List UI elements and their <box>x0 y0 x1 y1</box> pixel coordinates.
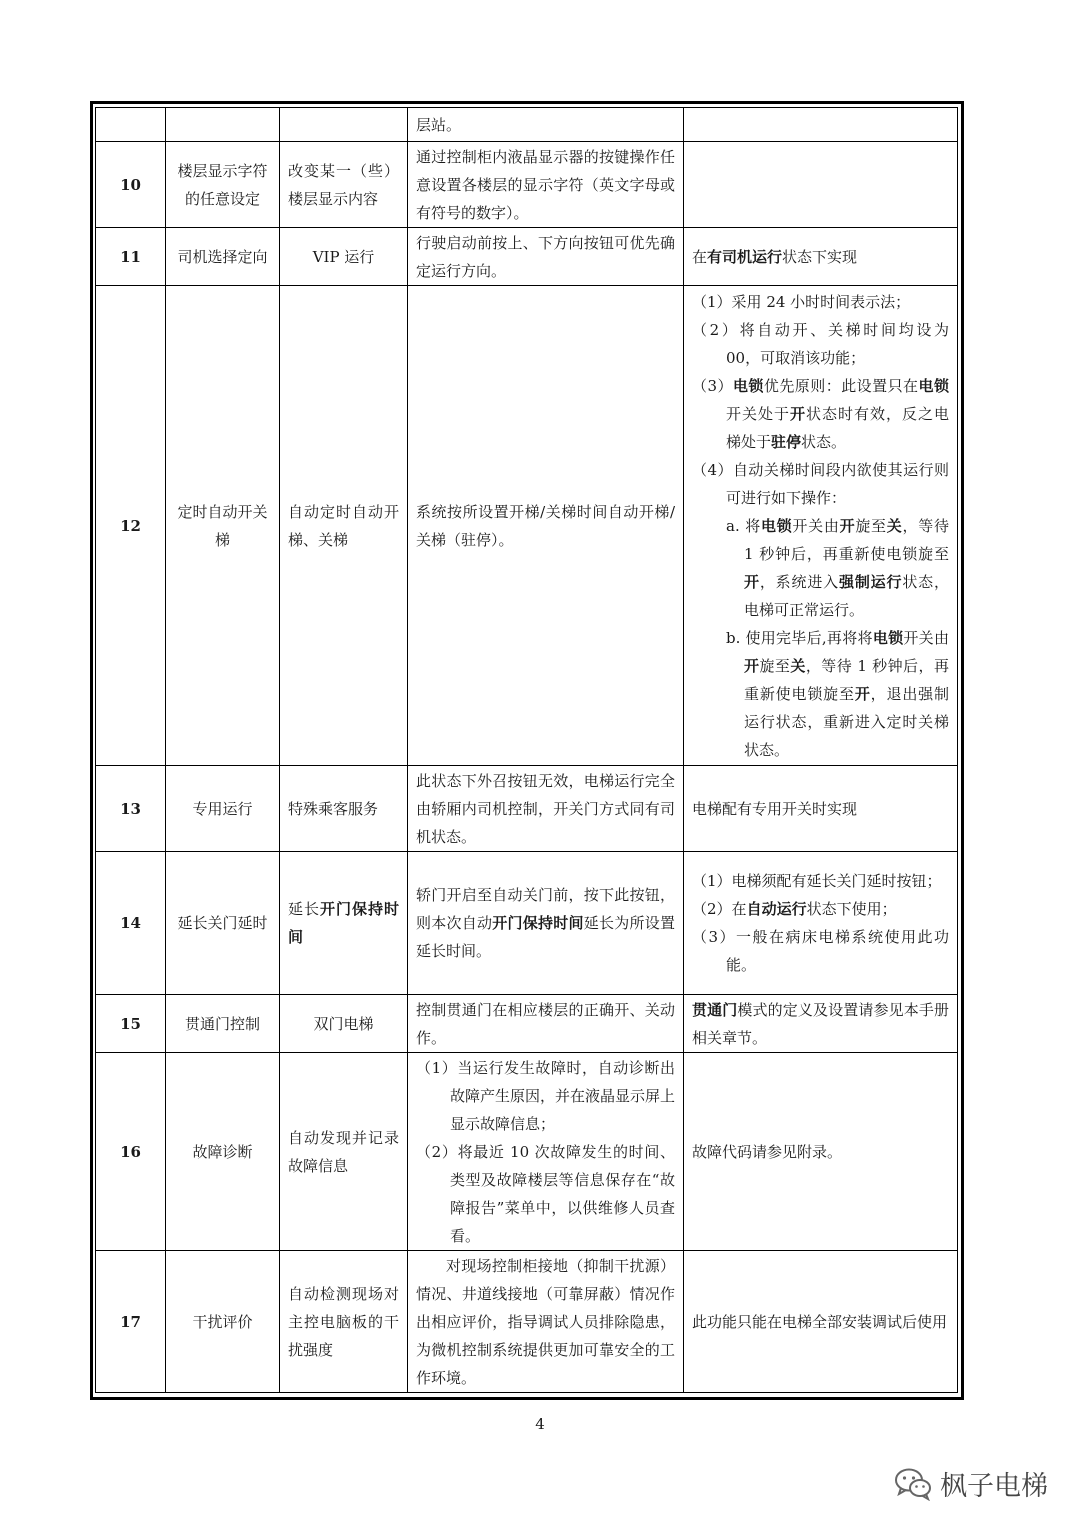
note-list <box>692 288 949 764</box>
feature-name: 楼层显示字符的任意设定 <box>166 142 280 228</box>
note: 在有司机运行状态下实现 <box>684 228 958 286</box>
description: 层站。 <box>408 108 684 142</box>
list-item: （2）将最近 10 次故障发生的时间、类型及故障楼层等信息保存在“故障报告”菜单中，以供维修人员查看。 <box>416 1142 676 1245</box>
list-item: （1）采用 24 小时时间表示法； <box>692 292 911 311</box>
table-row <box>96 1251 958 1393</box>
note-list <box>692 867 949 979</box>
row-number: 15 <box>96 995 166 1053</box>
feature-name: 贯通门控制 <box>166 995 280 1053</box>
category <box>280 108 408 142</box>
watermark-text: 枫子电梯 <box>940 1471 1048 1502</box>
list-item: （1）当运行发生故障时，自动诊断出故障产生原因，并在液晶显示屏上显示故障信息； <box>416 1058 676 1133</box>
note: 故障代码请参见附录。 <box>684 1053 958 1251</box>
category: 改变某一（些）楼层显示内容 <box>280 142 408 228</box>
note <box>684 852 958 995</box>
note: 此功能只能在电梯全部安装调试后使用 <box>684 1251 958 1393</box>
row-number: 16 <box>96 1053 166 1251</box>
note: 电梯配有专用开关时实现 <box>684 766 958 852</box>
table-row <box>96 995 958 1053</box>
category: 延长开门保持时间 <box>280 852 408 995</box>
row-number: 10 <box>96 142 166 228</box>
description: 控制贯通门在相应楼层的正确开、关动作。 <box>408 995 684 1053</box>
category: 自动检测现场对主控电脑板的干扰强度 <box>280 1251 408 1393</box>
watermark <box>894 1464 1048 1503</box>
wechat-icon <box>894 1467 932 1501</box>
description: 此状态下外召按钮无效，电梯运行完全由轿厢内司机控制，开关门方式同有司机状态。 <box>408 766 684 852</box>
table-row <box>96 108 958 142</box>
row-number: 17 <box>96 1251 166 1393</box>
feature-name: 专用运行 <box>166 766 280 852</box>
table-row <box>96 1053 958 1251</box>
category: 特殊乘客服务 <box>280 766 408 852</box>
category: 自动定时自动开梯、关梯 <box>280 286 408 766</box>
list-item: （2）将自动开、关梯时间均设为 00，可取消该功能； <box>692 320 949 367</box>
table-row <box>96 286 958 766</box>
table-row <box>96 142 958 228</box>
page-number: 4 <box>535 1415 545 1433</box>
feature-name: 司机选择定向 <box>166 228 280 286</box>
row-number: 12 <box>96 286 166 766</box>
list-item: 对现场控制柜接地（抑制干扰源）情况、井道线接地（可靠屏蔽）情况作出相应评价，指导调试人员排除隐患，为微机控制系统提供更加可靠安全的工作环境。 <box>416 1256 675 1387</box>
description-list <box>416 1054 675 1250</box>
feature-name: 故障诊断 <box>166 1053 280 1251</box>
list-item: （3）一般在病床电梯系统使用此功能。 <box>692 928 949 974</box>
list-item: （2）在自动运行状态下使用； <box>692 900 897 918</box>
category: 双门电梯 <box>280 995 408 1053</box>
category: 自动发现并记录故障信息 <box>280 1053 408 1251</box>
row-number: 14 <box>96 852 166 995</box>
note <box>684 108 958 142</box>
table-row <box>96 852 958 995</box>
note-bold: 有司机运行 <box>707 247 783 266</box>
table-row <box>96 228 958 286</box>
table-row <box>96 766 958 852</box>
function-table <box>95 107 958 1393</box>
row-number: 11 <box>96 228 166 286</box>
description: 行驶启动前按上、下方向按钮可优先确定运行方向。 <box>408 228 684 286</box>
list-item: （1）电梯须配有延长关门延时按钮； <box>692 872 942 890</box>
description <box>408 1251 684 1393</box>
list-item: （4）自动关梯时间段内欲使其运行则可进行如下操作： <box>692 460 949 507</box>
description: 系统按所设置开梯/关梯时间自动开梯/关梯（驻停）。 <box>408 286 684 766</box>
feature-name: 干扰评价 <box>166 1251 280 1393</box>
note <box>684 142 958 228</box>
feature-name <box>166 108 280 142</box>
description: 通过控制柜内液晶显示器的按键操作任意设置各楼层的显示字符（英文字母或有符号的数字）。 <box>408 142 684 228</box>
description: 轿门开启至自动关门前，按下此按钮，则本次自动开门保持时间延长为所设置延长时间。 <box>408 852 684 995</box>
list-item: a. 将电锁开关由开旋至关，等待 1 秒钟后，再重新使电锁旋至开，系统进入强制运行状态，电梯可正常运行。 <box>726 516 949 619</box>
feature-name: 定时自动开关梯 <box>166 286 280 766</box>
description <box>408 1053 684 1251</box>
note: 贯通门模式的定义及设置请参见本手册相关章节。 <box>684 995 958 1053</box>
category: VIP 运行 <box>280 228 408 286</box>
list-item: b. 使用完毕后,再将将电锁开关由开旋至关，等待 1 秒钟后，再重新使电锁旋至开，退出强制运行状态，重新进入定时关梯状态。 <box>726 628 949 759</box>
row-number <box>96 108 166 142</box>
row-number: 13 <box>96 766 166 852</box>
list-item: （3）电锁优先原则：此设置只在电锁开关处于开状态时有效，反之电梯处于驻停状态。 <box>692 376 949 451</box>
note <box>684 286 958 766</box>
feature-name: 延长关门延时 <box>166 852 280 995</box>
